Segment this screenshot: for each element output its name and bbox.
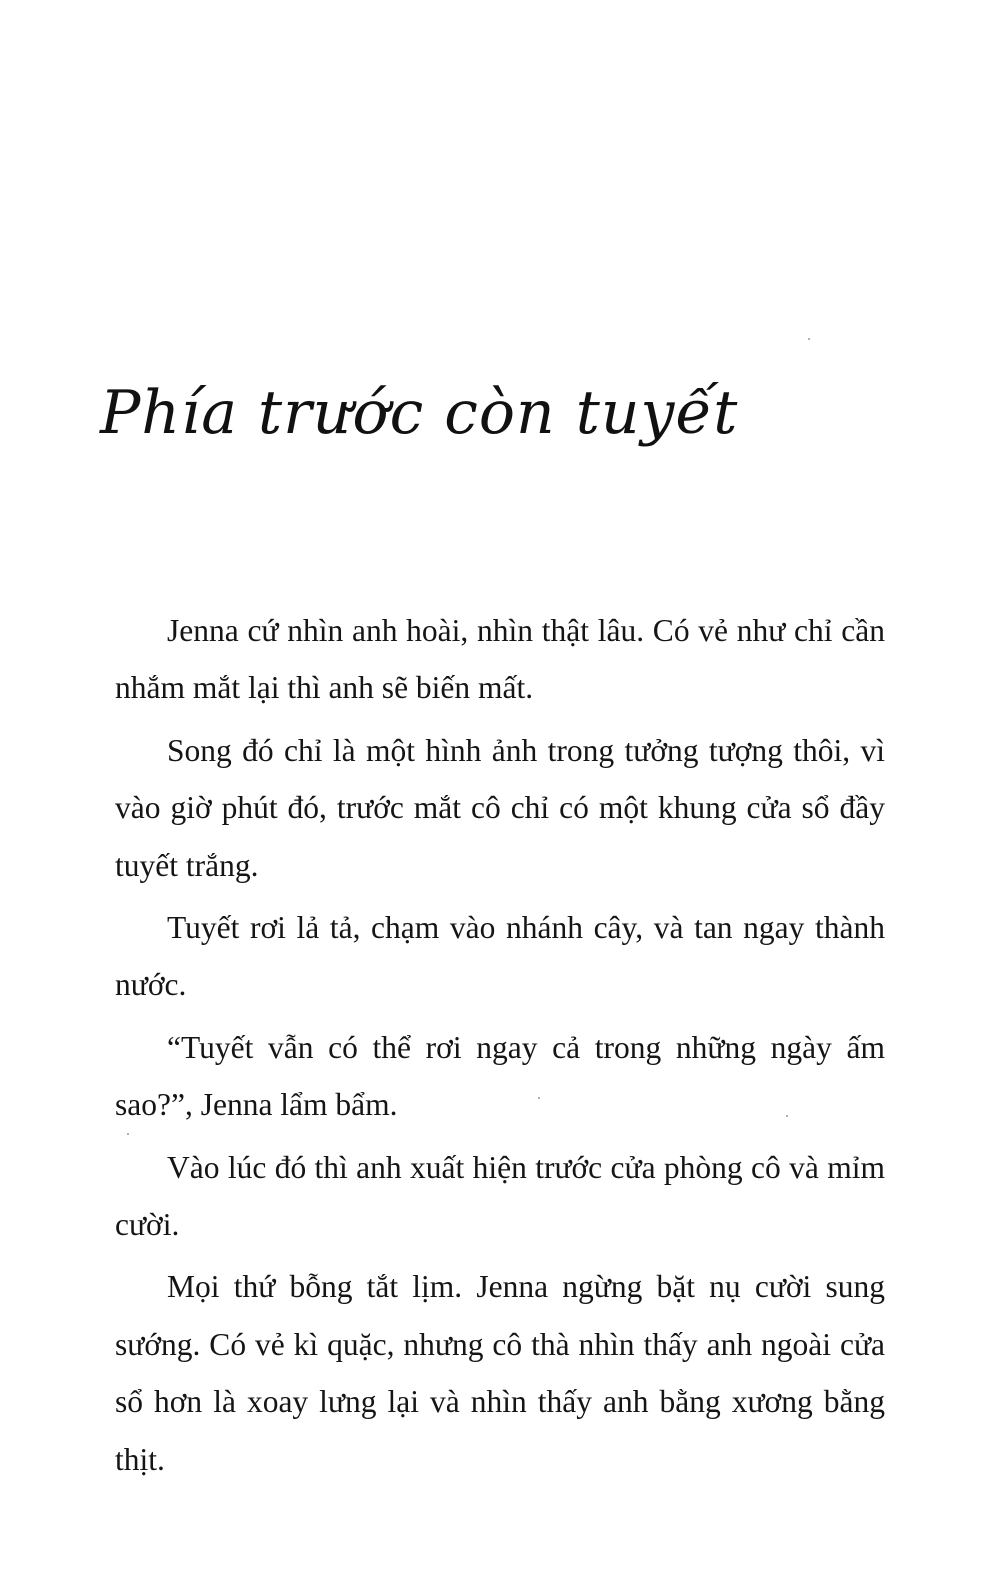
paragraph-5: Vào lúc đó thì anh xuất hiện trước cửa phòng cô và mỉm cười. [115,1149,885,1243]
scan-speck [538,1097,540,1099]
paragraph-4: “Tuyết vẫn có thể rơi ngay cả trong những ngày ấm sao?”, Jenna lẩm bẩm. [115,1029,885,1123]
scan-speck [808,338,810,340]
chapter-title: Phía trước còn tuyết [100,378,739,448]
paragraph-6: Mọi thứ bỗng tắt lịm. Jenna ngừng bặt nụ cười sung sướng. Có vẻ kì quặc, nhưng cô thà nhìn thấy anh ngoài cửa sổ hơn là xoay lưng lại và nhìn thấy anh bằng xương bằng thịt. [115,1269,885,1477]
scan-speck [127,1133,129,1135]
paragraph-3: Tuyết rơi lả tả, chạm vào nhánh cây, và tan ngay thành nước. [115,910,885,1003]
paragraph-1: Jenna cứ nhìn anh hoài, nhìn thật lâu. Có vẻ như chỉ cần nhắm mắt lại thì anh sẽ biến mất. [115,613,885,706]
scan-speck [786,1115,788,1117]
paragraph-2: Song đó chỉ là một hình ảnh trong tưởng tượng thôi, vì vào giờ phút đó, trước mắt cô chỉ có một khung cửa sổ đầy tuyết trắng. [115,732,885,883]
chapter-body [115,602,885,1493]
